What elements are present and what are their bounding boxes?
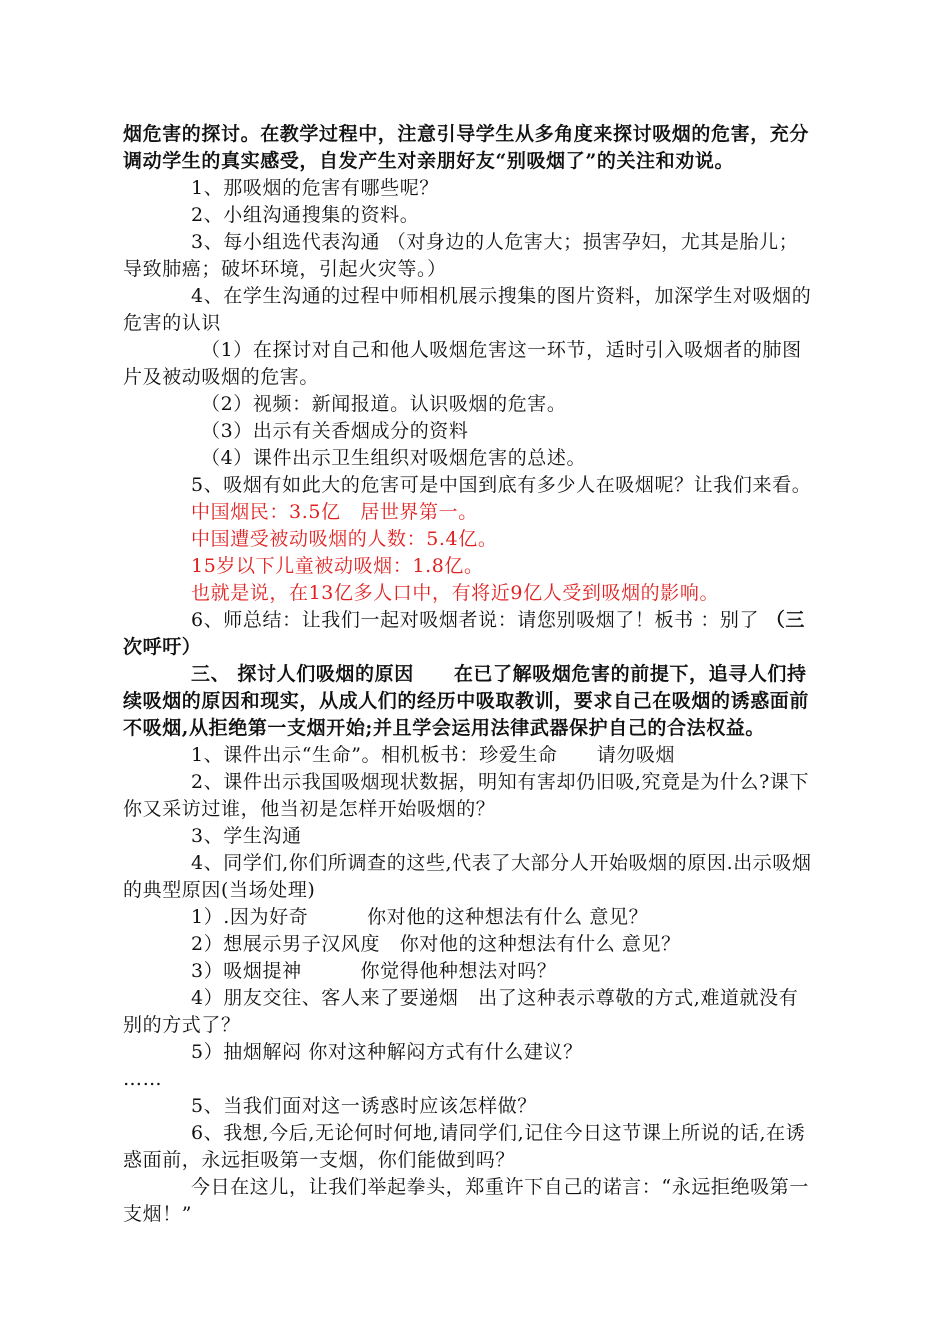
part3-item-4: 4、同学们,你们所调查的这些,代表了大部分人开始吸烟的原因.出示吸烟的典型原因(当场处理) [123, 852, 812, 901]
part3-item-1: 1、课件出示“生命”。相机板书：珍爱生命 请勿吸烟 [191, 744, 676, 766]
stat-smokers: 中国烟民：3.5亿 居世界第一。 [191, 501, 478, 523]
item-6-text: 6、师总结：让我们一起对吸烟者说：请您别吸烟了！板书 ：别了 [191, 609, 766, 631]
intro-paragraph: 烟危害的探讨。在教学过程中，注意引导学生从多角度来探讨吸烟的危害，充分调动学生的真实感受，自发产生对亲朋好友“别吸烟了”的关注和劝说。 [123, 123, 810, 172]
item-3: 3、每小组选代表沟通 （对身边的人危害大；损害孕妇，尤其是胎儿；导致肺癌；破坏环境，引起火灾等。） [123, 231, 799, 280]
document-body [123, 121, 813, 1228]
closing-2: 6、我想,今后,无论何时何地,请同学们,记住今日这节课上所说的话,在诱惑面前，永远拒吸第一支烟，你们能做到吗？ [123, 1122, 806, 1171]
item-6-bold: （三次呼吁） [123, 609, 805, 658]
item-5-question: 5、吸烟有如此大的危害可是中国到底有多少人在吸烟呢？让我们来看。 [191, 474, 812, 496]
item-1: 1、那吸烟的危害有哪些呢？ [191, 177, 439, 199]
item-6-summary [123, 607, 813, 661]
closing-3: 今日在这儿，让我们举起拳头，郑重许下自己的诺言：“永远拒绝吸第一支烟！” [123, 1176, 809, 1225]
stat-summary: 也就是说，在13亿多人口中，有将近9亿人受到吸烟的影响。 [191, 582, 720, 604]
subitem-4: （4）课件出示卫生组织对吸烟危害的总述。 [201, 447, 587, 469]
subitem-3: （3）出示有关香烟成分的资料 [201, 420, 469, 442]
reason-2: 2）想展示男子汉风度 你对他的这种想法有什么 意见？ [191, 933, 681, 955]
subitem-2: （2）视频：新闻报道。认识吸烟的危害。 [201, 393, 567, 415]
reason-4: 4）朋友交往、客人来了要递烟 出了这种表示尊敬的方式,难道就没有别的方式了？ [123, 987, 799, 1036]
reason-1: 1）.因为好奇 你对他的这种想法有什么 意见？ [191, 906, 649, 928]
stat-children: 15岁以下儿童被动吸烟：1.8亿。 [191, 555, 484, 577]
item-2: 2、小组沟通搜集的资料。 [191, 204, 420, 226]
part3-item-2: 2、课件出示我国吸烟现状数据，明知有害却仍旧吸,究竟是为什么?课下你又采访过谁，他当初是怎样开始吸烟的？ [123, 771, 810, 820]
item-4: 4、在学生沟通的过程中师相机展示搜集的图片资料，加深学生对吸烟的危害的认识 [123, 285, 812, 334]
subitem-1: （1）在探讨对自己和他人吸烟危害这一环节，适时引入吸烟者的肺图片及被动吸烟的危害。 [123, 339, 802, 388]
reason-3: 3）吸烟提神 你觉得他种想法对吗？ [191, 960, 557, 982]
section-3 [123, 661, 813, 742]
reason-5: 5）抽烟解闷 你对这种解闷方式有什么建议？ [191, 1041, 583, 1063]
section-3-title: 三、 探讨人们吸烟的原因 [191, 663, 414, 685]
part3-item-3: 3、学生沟通 [191, 825, 302, 847]
closing-1: 5、当我们面对这一诱惑时应该怎样做？ [191, 1095, 537, 1117]
section-3-body: 在已了解吸烟危害的前提下，追寻人们持续吸烟的原因和现实，从成人们的经历中吸取教训，要求自己在吸烟的诱惑面前不吸烟,从拒绝第一支烟开始;并且学会运用法律武器保护自己的合法权益。 [123, 663, 810, 739]
stat-passive: 中国遭受被动吸烟的人数：5.4亿。 [191, 528, 498, 550]
ellipsis: …… [123, 1068, 163, 1090]
